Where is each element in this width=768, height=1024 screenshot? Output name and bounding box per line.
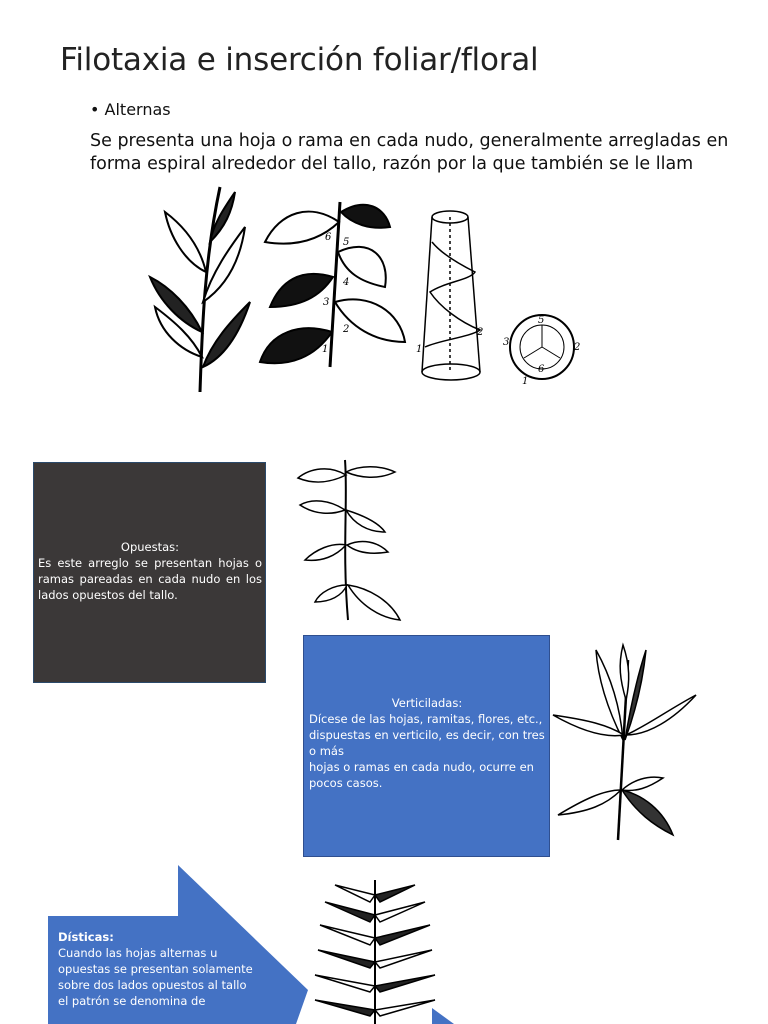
diagram-label-1: 1 [522, 376, 529, 387]
disticas-illustration [300, 880, 450, 1024]
disticas-heading: Dísticas: [58, 930, 114, 944]
disticas-text-block [58, 929, 258, 1009]
alternas-label-4: 4 [343, 277, 350, 288]
cylinder-label-1: 1 [416, 344, 423, 355]
partial-blue-shape [428, 1008, 468, 1024]
alternas-label-2: 2 [343, 324, 350, 335]
alternas-label-3: 3 [323, 297, 330, 308]
bullet-alternas: • Alternas [90, 100, 171, 119]
opuestas-illustration [290, 460, 410, 625]
verticiladas-heading: Verticiladas: [391, 696, 463, 710]
alternas-label-6: 6 [325, 232, 332, 243]
cylinder-label-2: 2 [477, 327, 484, 338]
alternate-leaves-numbered-drawing [260, 202, 405, 367]
diagram-label-3: 3 [503, 337, 510, 348]
verticiladas-box [303, 635, 550, 857]
opuestas-box [33, 462, 266, 683]
alternas-description: Se presenta una hoja o rama en cada nudo, generalmente arregladas en forma espiral alrededor del tallo, razón por la que también se le llam [90, 131, 729, 174]
verticiladas-text-1: Dícese de las hojas, ramitas, flores, etc., dispuestas en verticilo, es decir, con tres o más [309, 712, 545, 758]
spiral-cylinder-diagram [422, 211, 480, 380]
slide-title: Filotaxia e inserción foliar/floral [60, 42, 539, 78]
disticas-text: Cuando las hojas alternas u opuestas se presentan solamente sobre dos lados opuestos al tallo el patrón se denomina de [58, 946, 253, 1008]
alternate-branch-drawing [150, 187, 250, 392]
diagram-label-5: 5 [538, 315, 545, 326]
alternas-label-5: 5 [343, 237, 350, 248]
alternas-label-1: 1 [322, 344, 329, 355]
opuestas-heading: Opuestas: [120, 540, 180, 554]
diagram-label-2: 2 [574, 342, 581, 353]
verticiladas-illustration [548, 640, 698, 840]
verticiladas-text-2: hojas o ramas en cada nudo, ocurre en pocos casos. [309, 760, 534, 790]
alternas-illustration [140, 182, 610, 397]
diagram-label-6: 6 [538, 364, 545, 375]
opuestas-text: Es este arreglo se presentan hojas o ramas pareadas en cada nudo en los lados opuestos del tallo. [38, 556, 262, 602]
